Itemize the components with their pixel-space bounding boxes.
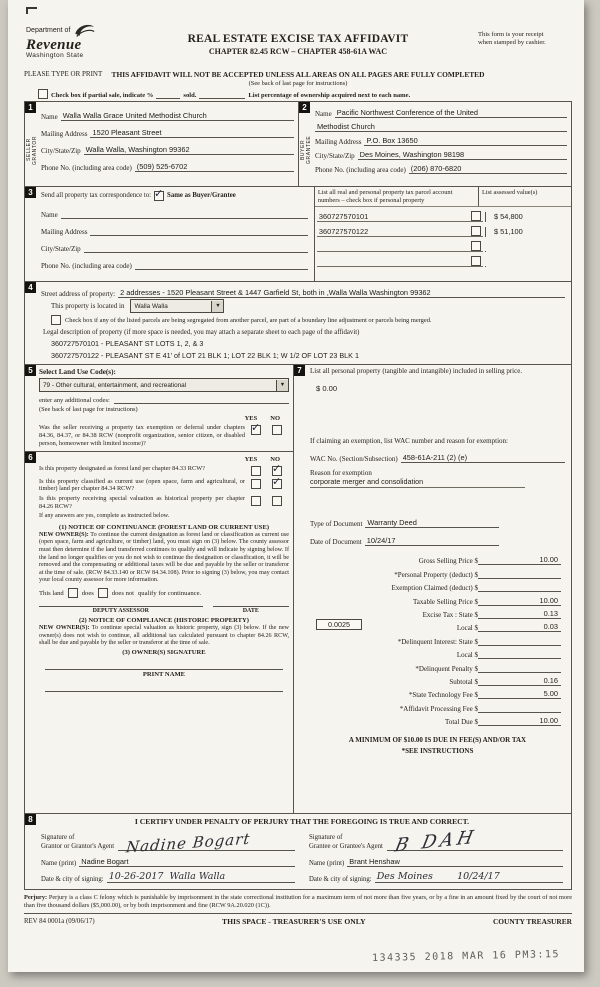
parcel-row bbox=[315, 252, 571, 267]
local-rate-box[interactable]: 0.0025 bbox=[316, 619, 362, 630]
qualify-row: This land does does not qualify for continuance. bbox=[39, 589, 202, 597]
partial-sale-row bbox=[38, 89, 572, 99]
grantee-signature-field[interactable] bbox=[387, 826, 563, 857]
cashier-date-stamp: 134335 2018 MAR 16 PM3:15 bbox=[371, 949, 561, 964]
buyer-name-row-2 bbox=[315, 118, 567, 132]
corr-address-row: Mailing Address bbox=[41, 219, 308, 236]
located-in-select[interactable]: Walla Walla ▼ bbox=[130, 299, 224, 313]
additional-codes-row: enter any additional codes: bbox=[39, 395, 289, 404]
left-column bbox=[25, 365, 293, 813]
seller-name-field[interactable]: Walla Walla Grace United Methodist Church bbox=[61, 111, 294, 121]
assessed-value-field[interactable] bbox=[485, 266, 571, 267]
parcel-row bbox=[315, 237, 571, 252]
delinquent-interest-local-row: Local $ bbox=[310, 646, 565, 659]
section-7-badge: 7 bbox=[294, 365, 305, 376]
parcel-number-field[interactable] bbox=[317, 256, 483, 267]
seller-address-row: Mailing Address 1520 Pleasant Street bbox=[41, 121, 294, 138]
doc-date-field[interactable]: 10/24/17 bbox=[365, 536, 499, 546]
chevron-down-icon[interactable]: ▼ bbox=[276, 380, 288, 391]
tax-correspondence-section bbox=[24, 187, 572, 282]
parcel-headers: List all real and personal property tax parcel account numbers – check box if personal property List assessed value(s) bbox=[315, 187, 571, 207]
owners-signature-title: (3) OWNER(S) SIGNATURE bbox=[122, 648, 206, 656]
grantee-print-field[interactable]: Brant Henshaw bbox=[347, 857, 563, 867]
corr-city-field[interactable] bbox=[84, 252, 308, 253]
send-correspondence-row: Send all property tax correspondence to: ✓ Same as Buyer/Grantee bbox=[41, 189, 308, 202]
current-use-no-checkbox[interactable] bbox=[272, 479, 282, 489]
buyer-address-row: Mailing Address P.O. Box 13650 bbox=[315, 132, 567, 146]
grantee-signature: B DAH bbox=[392, 826, 480, 857]
delinquent-penalty-row: *Delinquent Penalty $ bbox=[310, 659, 565, 672]
corr-address-field[interactable] bbox=[90, 235, 307, 236]
taxable-selling-price-row: Taxable Selling Price $ 10.00 bbox=[310, 592, 565, 605]
grantee-print-row: Name (print) Brant Henshaw bbox=[309, 851, 563, 867]
buyer-grantee-side-label: BUYER GRANTEE bbox=[300, 135, 312, 165]
money-field[interactable]: 10.00 bbox=[478, 555, 561, 565]
historical-yes-checkbox[interactable] bbox=[251, 496, 261, 506]
property-address-section bbox=[24, 282, 572, 365]
chapter-subtitle: CHAPTER 82.45 RCW – CHAPTER 458-61A WAC bbox=[208, 47, 388, 56]
grantee-signature-block: Signature of Grantee or Grantee's Agent B DAH Name (print) Brant Henshaw Date & city of signing: Des Moines 10/24/17 bbox=[309, 830, 563, 883]
form-header bbox=[24, 18, 572, 68]
personal-property-checkbox[interactable] bbox=[471, 211, 481, 221]
deputy-assessor-line[interactable]: DEPUTY ASSESSOR bbox=[39, 606, 203, 614]
delinquent-interest-state-row: *Delinquent Interest: State $ bbox=[310, 632, 565, 645]
money-field[interactable]: 10.00 bbox=[478, 596, 561, 606]
reeta-form bbox=[24, 18, 572, 926]
buyer-section bbox=[298, 102, 571, 186]
seller-address-field[interactable]: 1520 Pleasant Street bbox=[90, 128, 294, 138]
exemption-claimed-row: Exemption Claimed (deduct) $ bbox=[310, 579, 565, 592]
receipt-note: This form is your receipt when stamped by cashier. bbox=[478, 31, 546, 47]
current-use-question: Is this property classified as current use (open space, farm and agricultural, or timber) land per chapter 84.34 RCW? ✓ bbox=[39, 478, 289, 494]
seller-name-row: Name Walla Walla Grace United Methodist Church bbox=[41, 104, 294, 121]
parcel-row bbox=[315, 222, 571, 237]
bottom-row bbox=[24, 917, 572, 926]
see-back-note-5: (See back of last page for instructions) bbox=[39, 406, 138, 413]
street-address-row: Street address of property: 2 addresses - 1520 Pleasant Street & 1447 Garfield St, both in ,Walla Walla Washington 99362 bbox=[41, 285, 565, 298]
legal-description-1[interactable]: 360727570101 - PLEASANT ST LOTS 1, 2, & 3 bbox=[51, 339, 204, 348]
buyer-city-row: City/State/Zip Des Moines, Washington 98198 bbox=[315, 146, 567, 160]
acceptance-notice: THIS AFFIDAVIT WILL NOT BE ACCEPTED UNLESS ALL AREAS ON ALL PAGES ARE FULLY COMPLETED bbox=[111, 70, 485, 79]
corr-phone-row: Phone No. (including area code) bbox=[41, 253, 308, 270]
excise-state-row: Excise Tax : State $ 0.13 bbox=[310, 606, 565, 619]
forest-land-question: Is this property designated as forest land per chapter 84.33 RCW? ✓ bbox=[39, 465, 289, 476]
grantor-signature-field[interactable] bbox=[118, 829, 295, 857]
parties-section bbox=[24, 101, 572, 187]
personal-property-checkbox[interactable] bbox=[471, 241, 481, 251]
section-1-badge: 1 bbox=[25, 102, 36, 113]
if-any-instruction: If any answers are yes, complete as instructed below. bbox=[39, 513, 170, 520]
parcel-row bbox=[315, 207, 571, 222]
doc-type-field[interactable]: Warranty Deed bbox=[365, 518, 499, 528]
please-type-label: PLEASE TYPE OR PRINT bbox=[24, 70, 103, 78]
grantor-date-field[interactable]: 10-26-2017 Walla Walla bbox=[107, 871, 295, 883]
same-as-buyer-checkbox[interactable] bbox=[154, 191, 164, 201]
segregated-row: Check box if any of the listed parcels are being segregated from another parcel, are part of a boundary line adjustment or parcels being merged. bbox=[51, 314, 565, 326]
section-3-badge: 3 bbox=[25, 187, 36, 198]
owners-signature-line[interactable] bbox=[45, 656, 283, 670]
reason-label: Reason for exemption bbox=[310, 469, 372, 478]
section-6-badge: 6 bbox=[25, 452, 36, 463]
buyer-name-field-2[interactable]: Methodist Church bbox=[315, 122, 567, 132]
doc-type-row: Type of Document Warranty Deed bbox=[310, 514, 565, 528]
section-8-badge: 8 bbox=[25, 814, 36, 825]
seller-phone-row: Phone No. (including area code) (509) 525-6702 bbox=[41, 155, 294, 172]
yes-no-header: YES NO bbox=[244, 455, 280, 463]
money-table bbox=[310, 552, 565, 726]
chevron-down-icon[interactable]: ▼ bbox=[211, 301, 223, 312]
parcel-number-field[interactable] bbox=[317, 241, 483, 252]
grantee-date-row: Date & city of signing: Des Moines 10/24/17 bbox=[309, 867, 563, 883]
corr-name-field[interactable] bbox=[61, 218, 308, 219]
personal-property-checkbox[interactable] bbox=[471, 226, 481, 236]
wac-row: WAC No. (Section/Subsection) 458-61A-211 (2) (e) bbox=[310, 453, 565, 463]
exemption-yes-checkbox[interactable] bbox=[251, 425, 261, 435]
money-field[interactable]: 5.00 bbox=[478, 689, 561, 699]
certify-statement: I CERTIFY UNDER PENALTY OF PERJURY THAT THE FOREGOING IS TRUE AND CORRECT. bbox=[134, 817, 470, 826]
exemption-question-row: Was the seller receiving a property tax exemption or deferral under chapters 84.36, 84.37, or 84.38 RCW (nonprofit organization, senior citizen, or disabled person, homeowner with limited income)? ✓ bbox=[39, 424, 289, 448]
partial-sale-label: Check box if partial sale, indicate % bbox=[51, 92, 154, 99]
parcel-number-field[interactable]: 360727570122 bbox=[317, 226, 483, 237]
affidavit-paper bbox=[8, 0, 584, 972]
does-checkbox[interactable] bbox=[68, 588, 78, 598]
legal-description-label: Legal description of property (if more space is needed, you may attach a separate sheet to each page of the affidavit) bbox=[43, 329, 360, 336]
assessed-value-field[interactable]: $ 54,800 bbox=[485, 212, 571, 222]
land-use-select[interactable]: 79 - Other cultural, entertainment, and recreational ▼ bbox=[39, 378, 289, 392]
street-address-field[interactable]: 2 addresses - 1520 Pleasant Street & 1447 Garfield St, both in ,Walla Walla Washington 99362 bbox=[118, 288, 565, 298]
form-title: REAL ESTATE EXCISE TAX AFFIDAVIT bbox=[187, 33, 409, 45]
grantee-date-field[interactable]: Des Moines 10/24/17 bbox=[375, 871, 563, 883]
gross-selling-price-row: Gross Selling Price $ 10.00 bbox=[310, 552, 565, 565]
yes-no-header: YES NO bbox=[244, 415, 280, 422]
notice-continuance-body: NEW OWNER(S): To continue the current designation as forest land or classification as current use (open space, farm and agriculture, or timber) land, you must sign on (3) below. The county assessor must then determine if the land transferred continues to qualify and will indicate by signing below. If the land no longer qualifies or you do not wish to continue the designation or classification, it will be removed and the compensating or additional taxes will be due and payable by the seller or transferor at the time of sale. (RCW 84.33.140 or RCW 84.34.108). Prior to signing (3) below, you may contact your local county assessor for more information. bbox=[39, 531, 289, 584]
crop-mark bbox=[26, 7, 37, 14]
exemption-no-checkbox[interactable] bbox=[272, 425, 282, 435]
rev-number: REV 84 0001a (09/06/17) bbox=[24, 918, 95, 926]
treasurer-space-label: THIS SPACE - TREASURER'S USE ONLY bbox=[222, 917, 366, 927]
personal-property-checkbox[interactable] bbox=[471, 256, 481, 266]
affidavit-processing-fee-row: *Affidavit Processing Fee $ bbox=[310, 699, 565, 712]
section-5-badge: 5 bbox=[25, 365, 36, 376]
minimum-fee-note: A MINIMUM OF $10.00 IS DUE IN FEE(S) AND/OR TAX *SEE INSTRUCTIONS bbox=[348, 736, 527, 755]
correspondence-left bbox=[25, 187, 314, 281]
print-name-line[interactable] bbox=[45, 678, 283, 692]
seller-city-field[interactable]: Walla Walla, Washington 99362 bbox=[84, 145, 294, 155]
parcel-list bbox=[314, 187, 571, 281]
seller-grantor-side-label: SELLER GRANTOR bbox=[26, 135, 38, 165]
money-field[interactable]: 0.13 bbox=[478, 609, 561, 619]
county-treasurer-label: COUNTY TREASURER bbox=[492, 917, 572, 927]
certification-section bbox=[24, 814, 572, 890]
segregated-checkbox[interactable] bbox=[51, 315, 61, 325]
parcel-number-field[interactable]: 360727570101 bbox=[317, 211, 483, 222]
personal-property-text: List all personal property (tangible and intangible) included in selling price. bbox=[310, 367, 523, 375]
corr-name-row: Name bbox=[41, 202, 308, 219]
personal-property-deduct-row: *Personal Property (deduct) $ bbox=[310, 565, 565, 578]
reason-value-field[interactable]: corporate merger and consolidation bbox=[310, 477, 525, 488]
land-classification-section bbox=[25, 452, 293, 813]
current-use-yes-checkbox[interactable] bbox=[251, 479, 261, 489]
money-field[interactable]: 0.16 bbox=[478, 676, 561, 686]
subtotal-row: Subtotal $ 0.16 bbox=[310, 673, 565, 686]
buyer-phone-row: Phone No. (including area code) (206) 870-6820 bbox=[315, 160, 567, 174]
notice-continuance-title: (1) NOTICE OF CONTINUANCE (FOREST LAND OR CURRENT USE) bbox=[58, 523, 270, 531]
money-field[interactable]: 10.00 bbox=[478, 716, 561, 726]
dept-of-label: Department of bbox=[26, 26, 71, 34]
washington-state-label: Washington State bbox=[26, 52, 84, 59]
historical-no-checkbox[interactable] bbox=[272, 496, 282, 506]
historical-question: Is this property receiving special valuation as historical property per chapter 84.26 RCW? bbox=[39, 495, 289, 511]
section-4-badge: 4 bbox=[25, 282, 36, 293]
exemption-intro: If claiming an exemption, list WAC number and reason for exemption: bbox=[310, 437, 508, 446]
excise-local-row: 0.0025 Local $ 0.03 bbox=[310, 619, 565, 632]
notice-compliance-body: NEW OWNER(S): To continue special valuation as historic property, sign (3) below. If the new owner(s) does not wish to continue, all additional tax calculated pursuant to chapter 84.26 RCW, shall be due and payable by the seller or transferor at the time of sale. bbox=[39, 625, 289, 647]
doc-date-row: Date of Document 10/24/17 bbox=[310, 532, 565, 546]
corr-phone-field[interactable] bbox=[135, 269, 308, 270]
assessed-value-field[interactable]: $ 51,100 bbox=[485, 227, 571, 237]
grantor-date-row: Date & city of signing: 10-26-2017 Walla Walla bbox=[41, 867, 295, 883]
state-technology-fee-row: *State Technology Fee $ 5.00 bbox=[310, 686, 565, 699]
notice-compliance-title: (2) NOTICE OF COMPLIANCE (HISTORIC PROPERTY) bbox=[79, 617, 249, 625]
total-due-row: Total Due $ 10.00 bbox=[310, 713, 565, 726]
land-use-title: Select Land Use Code(s): bbox=[39, 368, 116, 376]
wac-number-field[interactable]: 458-61A-211 (2) (e) bbox=[401, 453, 565, 463]
buyer-city-field[interactable]: Des Moines, Washington 98198 bbox=[358, 150, 567, 160]
additional-codes-field[interactable] bbox=[114, 395, 289, 404]
sold-label: sold. bbox=[183, 92, 197, 99]
perjury-notice: Perjury: Perjury is a class C felony which is punishable by imprisonment in the state correctional institution for a maximum term of not more than five years, or by a fine in an amount fixed by the court of not more than five thousand dollars ($5,000.00), or by both imprisonment and fine (RCW 9A.20.020 (1C)). bbox=[24, 894, 572, 914]
partial-sale-checkbox[interactable] bbox=[38, 89, 48, 99]
forest-yes-checkbox[interactable] bbox=[251, 466, 261, 476]
land-use-section bbox=[25, 365, 293, 452]
grantor-signature-block: Signature of Grantor or Grantor's Agent Nadine Bogart Name (print) Nadine Bogart Date & city of signing: 10-26-2017 Walla Walla bbox=[41, 830, 295, 883]
revenue-swoosh-icon bbox=[73, 22, 95, 38]
see-back-note: (See back of last page for instructions) bbox=[248, 80, 348, 87]
buyer-address-field[interactable]: P.O. Box 13650 bbox=[364, 136, 567, 146]
legal-description-2[interactable]: 360727570122 - PLEASANT ST E 41' of LOT 21 BLK 1; LOT 22 BLK 1; W 1/2 OF LOT 23 BLK 1 bbox=[51, 351, 359, 360]
seller-section bbox=[25, 102, 298, 186]
ownership-blank[interactable] bbox=[199, 90, 245, 99]
seller-phone-field[interactable]: (509) 525-6702 bbox=[135, 162, 294, 172]
personal-property-value[interactable]: $ 0.00 bbox=[316, 384, 338, 394]
ownership-label: List percentage of ownership acquired next to each name. bbox=[248, 92, 411, 99]
selling-price-section bbox=[293, 365, 571, 813]
corr-city-row: City/State/Zip bbox=[41, 236, 308, 253]
section-2-badge: 2 bbox=[299, 102, 310, 113]
buyer-phone-field[interactable]: (206) 870-6820 bbox=[409, 164, 567, 174]
does-not-checkbox[interactable] bbox=[98, 588, 108, 598]
dor-logo bbox=[26, 22, 95, 60]
buyer-name-row: Name Pacific Northwest Conference of the United bbox=[315, 104, 567, 118]
money-field[interactable]: 0.03 bbox=[478, 622, 561, 632]
revenue-label: Revenue bbox=[26, 37, 82, 53]
print-name-title: PRINT NAME bbox=[142, 670, 186, 678]
buyer-name-field[interactable]: Pacific Northwest Conference of the United bbox=[335, 108, 567, 118]
located-in-row: This property is located in Walla Walla ▼ bbox=[51, 298, 565, 314]
grantor-signature: Nadine Bogart bbox=[125, 829, 252, 857]
grantor-print-field[interactable]: Nadine Bogart bbox=[79, 857, 295, 867]
deputy-assessor-row bbox=[39, 606, 289, 614]
date-line[interactable]: DATE bbox=[213, 606, 289, 614]
seller-city-row: City/State/Zip Walla Walla, Washington 99362 bbox=[41, 138, 294, 155]
percent-blank[interactable] bbox=[156, 90, 180, 99]
mid-sections bbox=[24, 365, 572, 814]
grantor-print-row: Name (print) Nadine Bogart bbox=[41, 851, 295, 867]
